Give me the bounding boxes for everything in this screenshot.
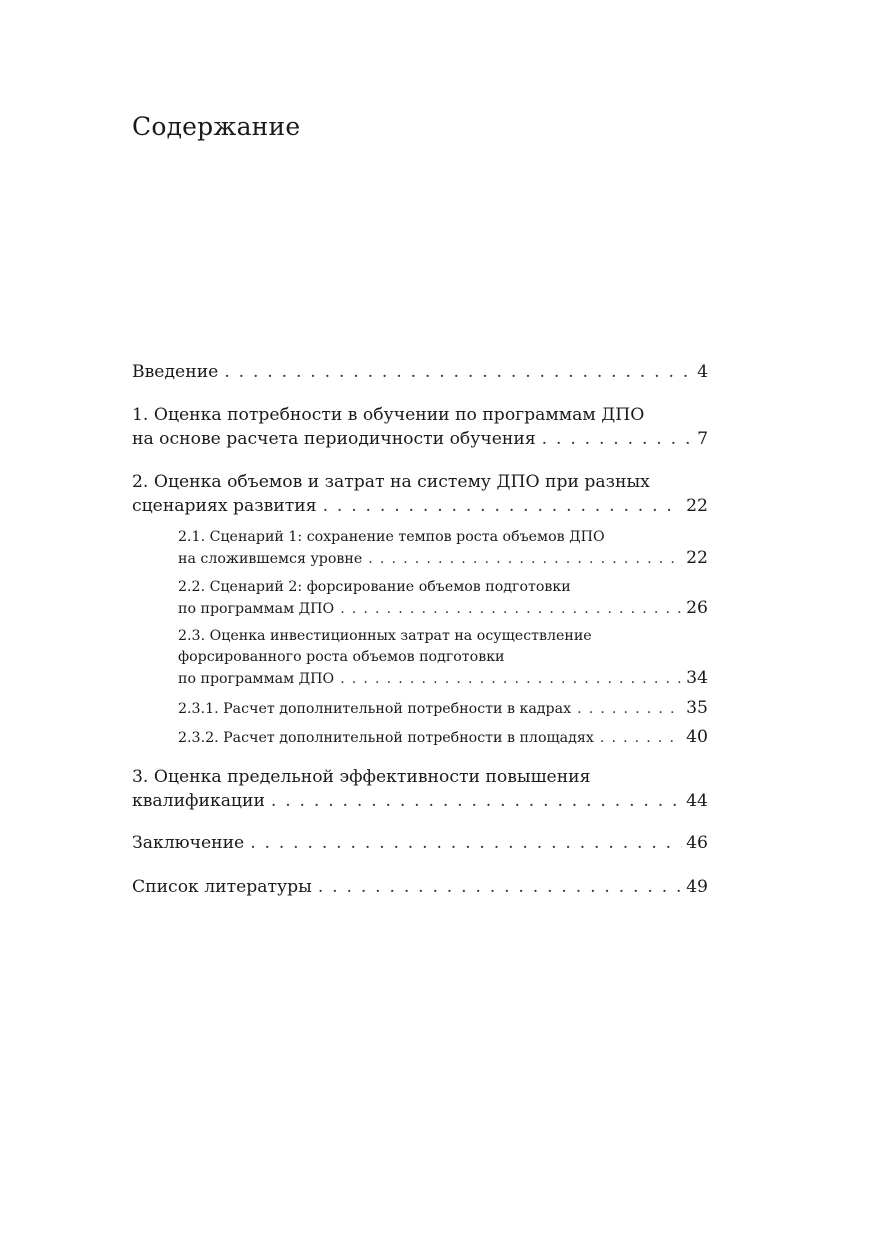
toc-entry-title: 2.3.1. Расчет дополнительной потребности в кадрах <box>178 701 572 717</box>
dot-leader <box>271 789 682 813</box>
toc-page-number: 34 <box>686 668 708 688</box>
toc-entry-chapter-2[interactable] <box>132 470 708 518</box>
dot-leader <box>318 875 682 899</box>
toc-entry-title-line: 2.3. Оценка инвестиционных затрат на осуществление <box>178 628 592 644</box>
toc-entry-title: 2.3.2. Расчет дополнительной потребности в площадях <box>178 730 594 746</box>
dot-leader <box>224 360 692 384</box>
dot-leader <box>340 599 682 620</box>
toc-entry-title: Список литературы <box>132 877 312 897</box>
dot-leader <box>340 669 682 690</box>
dot-leader <box>542 427 692 451</box>
toc-entry-title-line: 2.1. Сценарий 1: сохранение темпов роста объемов ДПО <box>178 529 605 545</box>
toc-page-number: 22 <box>686 548 708 568</box>
toc-entry-section-2-3[interactable] <box>178 626 708 690</box>
toc-page-number: 26 <box>686 598 708 618</box>
dot-leader <box>250 831 682 855</box>
toc-page-number: 35 <box>686 698 708 718</box>
toc-entry-chapter-1[interactable] <box>132 403 708 451</box>
toc-entry-title-line: сценариях развития <box>132 496 317 516</box>
toc-page-number: 7 <box>697 429 708 449</box>
dot-leader <box>323 494 683 518</box>
page-title: Содержание <box>132 112 301 141</box>
toc-page-number: 40 <box>686 727 708 747</box>
toc-entry-title: Введение <box>132 362 219 382</box>
toc-entry-title-line: 1. Оценка потребности в обучении по программам ДПО <box>132 405 645 425</box>
toc-entry-subsection-2-3-1[interactable] <box>178 698 708 720</box>
toc-entry-title-line: по программам ДПО <box>178 671 335 687</box>
toc-entry-section-2-2[interactable] <box>178 577 708 620</box>
toc-page-number: 49 <box>686 877 708 897</box>
toc-entry-title-line: на основе расчета периодичности обучения <box>132 429 536 449</box>
toc-entry-subsection-2-3-2[interactable] <box>178 727 708 749</box>
toc-entry-chapter-3[interactable] <box>132 765 708 813</box>
toc-page-number: 46 <box>686 833 708 853</box>
toc-entry-title-line: квалификации <box>132 791 265 811</box>
dot-leader <box>577 699 682 720</box>
toc-entry-introduction[interactable] <box>132 360 708 384</box>
dot-leader <box>368 549 682 570</box>
toc-page-number: 4 <box>697 362 708 382</box>
toc-page-number: 22 <box>686 496 708 516</box>
toc-entry-title-line: 3. Оценка предельной эффективности повышения <box>132 767 591 787</box>
toc-entry-title-line: на сложившемся уровне <box>178 551 363 567</box>
toc-entry-title-line: по программам ДПО <box>178 601 335 617</box>
toc-entry-title-line: форсированного роста объемов подготовки <box>178 649 505 665</box>
toc-page-number: 44 <box>686 791 708 811</box>
dot-leader <box>600 728 682 749</box>
toc-entry-title-line: 2.2. Сценарий 2: форсирование объемов подготовки <box>178 579 571 595</box>
toc-entry-title: Заключение <box>132 833 245 853</box>
toc-entry-title-line: 2. Оценка объемов и затрат на систему ДПО при разных <box>132 472 650 492</box>
toc-entry-section-2-1[interactable] <box>178 527 708 570</box>
toc-entry-conclusion[interactable] <box>132 831 708 855</box>
toc-entry-references[interactable] <box>132 875 708 899</box>
